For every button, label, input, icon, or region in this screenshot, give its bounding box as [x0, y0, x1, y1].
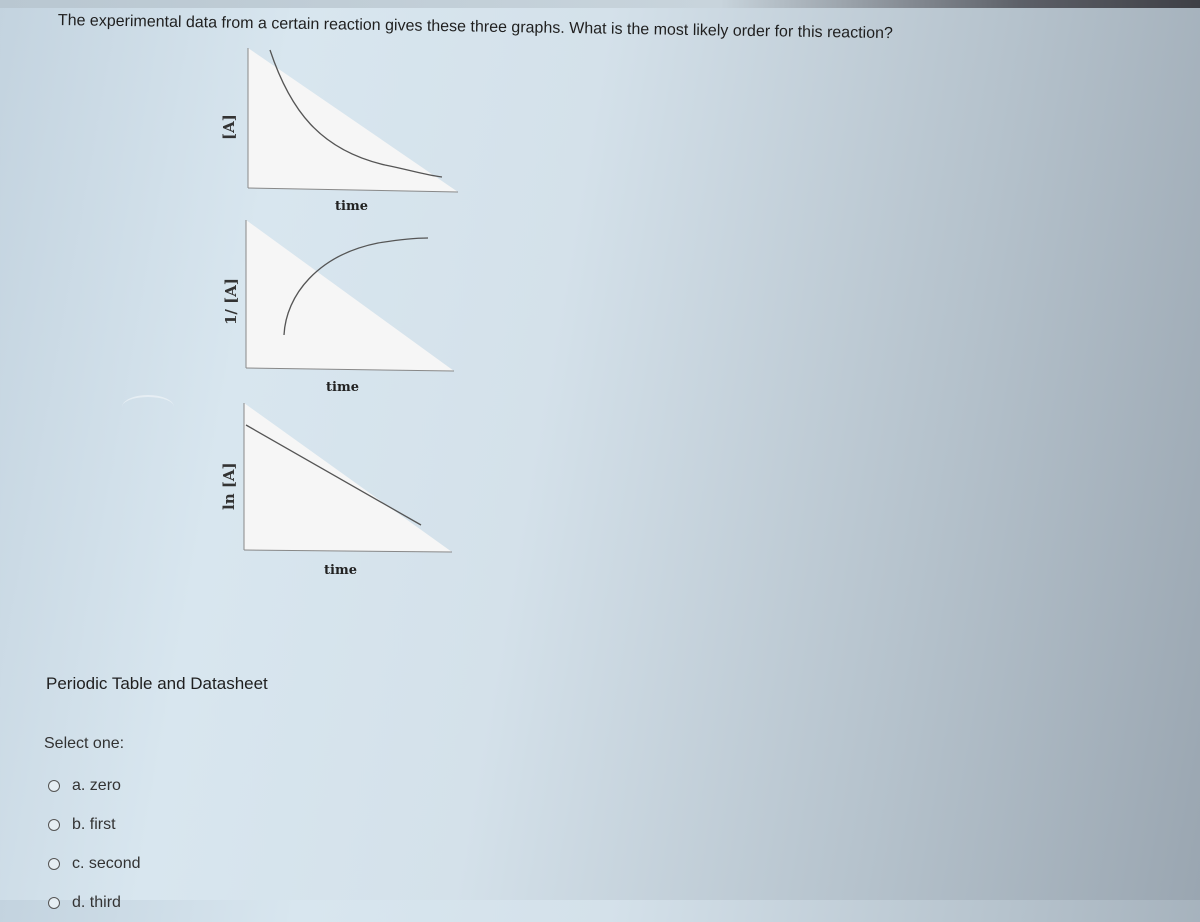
graph-3-plot-area — [244, 403, 452, 552]
window-top-strip — [0, 0, 1200, 8]
answer-options — [48, 766, 140, 922]
graph-ln-concentration-vs-time — [206, 395, 466, 595]
option-c-label: c. second — [72, 854, 141, 872]
question-text: The experimental data from a certain reaction gives these three graphs. What is the most likely order for this reaction? — [57, 12, 893, 43]
periodic-table-link[interactable]: Periodic Table and Datasheet — [46, 674, 268, 693]
select-one-prompt: Select one: — [44, 735, 125, 752]
graph-2-svg — [208, 215, 468, 415]
graph-1-plot-area — [248, 48, 458, 192]
option-b-label: b. first — [72, 815, 116, 833]
graph-2-plot-area — [246, 220, 454, 371]
radio-button-icon[interactable] — [48, 819, 60, 831]
option-d[interactable] — [48, 883, 140, 922]
option-a-label: a. zero — [72, 776, 121, 794]
option-c[interactable] — [48, 844, 140, 883]
radio-button-icon[interactable] — [48, 897, 60, 909]
graph-2-y-label: 1/ [A] — [222, 278, 240, 325]
radio-button-icon[interactable] — [48, 858, 60, 870]
graph-3-y-label: ln [A] — [220, 462, 238, 510]
graph-1-x-label: time — [335, 199, 368, 214]
graph-concentration-vs-time — [210, 40, 470, 240]
screen-smudge — [122, 395, 174, 419]
graph-3-svg — [206, 395, 466, 595]
graph-1-svg — [210, 40, 470, 240]
graph-1-y-label: [A] — [220, 114, 238, 140]
option-d-label: d. third — [72, 893, 121, 911]
graph-3-x-label: time — [324, 563, 357, 578]
graph-2-x-label: time — [326, 380, 359, 395]
option-a[interactable] — [48, 766, 140, 805]
option-b[interactable] — [48, 805, 140, 844]
graph-inverse-concentration-vs-time — [208, 215, 468, 415]
radio-button-icon[interactable] — [48, 780, 60, 792]
